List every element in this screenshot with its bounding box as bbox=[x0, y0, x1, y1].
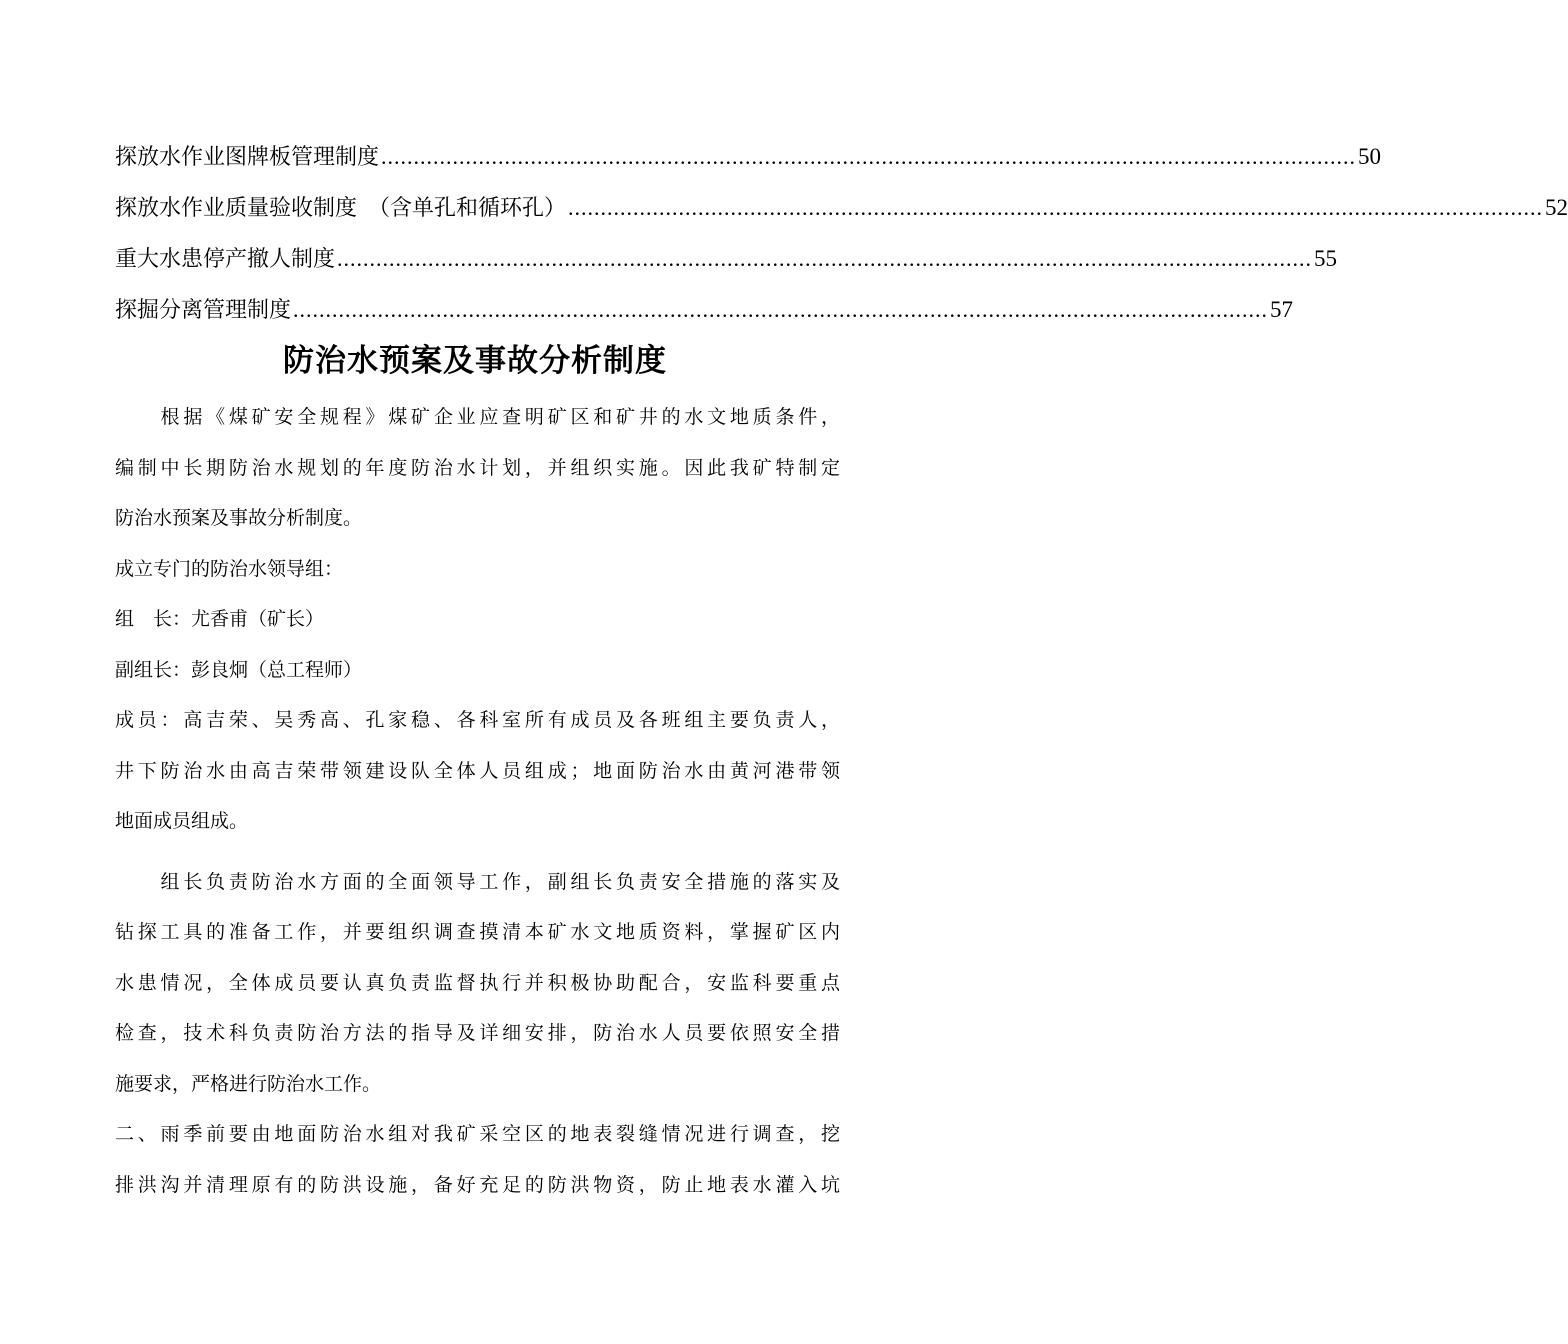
toc-entry-title: 探掘分离管理制度 bbox=[115, 298, 292, 323]
toc-leader-dots: ...................................................................................................................................................... bbox=[293, 297, 1269, 322]
toc-leader-dots: ...................................................................................................................................................... bbox=[381, 144, 1357, 169]
group-title-line: 成立专门的防治水领导组： bbox=[115, 557, 344, 580]
text-line: 地面成员组成。 bbox=[115, 810, 249, 832]
leader-line: 组 长：尤香甫（矿长） bbox=[115, 608, 325, 630]
text-line: 根据《煤矿安全规程》煤矿企业应查明矿区和矿井的水文地质条件， bbox=[115, 406, 840, 428]
toc-entry[interactable] bbox=[115, 242, 1338, 293]
toc-leader-dots: ...................................................................................................................................................... bbox=[337, 246, 1313, 271]
toc-entry-page: 55 bbox=[1314, 246, 1338, 271]
toc-entry-page: 57 bbox=[1270, 297, 1294, 322]
text-line: 施要求，严格进行防治水工作。 bbox=[115, 1072, 382, 1095]
text-line: 防治水预案及事故分析制度。 bbox=[115, 507, 363, 529]
toc-entry-title: 重大水患停产撤人制度 bbox=[115, 247, 336, 272]
text-line: 水患情况，全体成员要认真负责监督执行并积极协助配合，安监科要重点 bbox=[115, 971, 840, 994]
text-line: 钻探工具的准备工作，并要组织调查摸清本矿水文地质资料，掌握矿区内 bbox=[115, 921, 840, 943]
toc-entry[interactable] bbox=[115, 140, 1382, 191]
section-heading: 防治水预案及事故分析制度 bbox=[283, 343, 667, 379]
text-line: 组长负责防治水方面的全面领导工作，副组长负责安全措施的落实及 bbox=[115, 870, 840, 893]
table-of-contents bbox=[115, 140, 1568, 344]
duties-paragraph bbox=[115, 857, 840, 1110]
toc-entry-title: 探放水作业图牌板管理制度 bbox=[115, 145, 380, 170]
text-line: 二、雨季前要由地面防治水组对我矿采空区的地表裂缝情况进行调查，挖 bbox=[115, 1123, 840, 1145]
text-line: 排洪沟并清理原有的防洪设施，备好充足的防洪物资，防止地表水灌入坑 bbox=[115, 1173, 840, 1196]
text-line: 成员：高吉荣、吴秀高、孔家稳、各科室所有成员及各班组主要负责人， bbox=[115, 709, 840, 731]
members-paragraph bbox=[115, 695, 840, 847]
intro-paragraph bbox=[115, 392, 840, 544]
toc-entry-page: 50 bbox=[1358, 144, 1382, 169]
toc-entry[interactable] bbox=[115, 191, 1568, 242]
toc-entry-page: 52 bbox=[1545, 195, 1568, 220]
document-body bbox=[115, 392, 840, 1210]
text-line: 检查，技术科负责防治方法的指导及详细安排，防治水人员要依照安全措 bbox=[115, 1022, 840, 1044]
deputy-line: 副组长：彭良炯（总工程师） bbox=[115, 658, 363, 681]
toc-entry-title: 探放水作业质量验收制度 （含单孔和循环孔） bbox=[115, 196, 567, 221]
toc-leader-dots: ...................................................................................................................................................... bbox=[568, 195, 1544, 220]
text-line: 井下防治水由高吉荣带领建设队全体人员组成；地面防治水由黄河港带领 bbox=[115, 759, 840, 782]
text-line: 编制中长期防治水规划的年度防治水计划，并组织实施。因此我矿特制定 bbox=[115, 456, 840, 479]
rainy-season-paragraph bbox=[115, 1109, 840, 1210]
